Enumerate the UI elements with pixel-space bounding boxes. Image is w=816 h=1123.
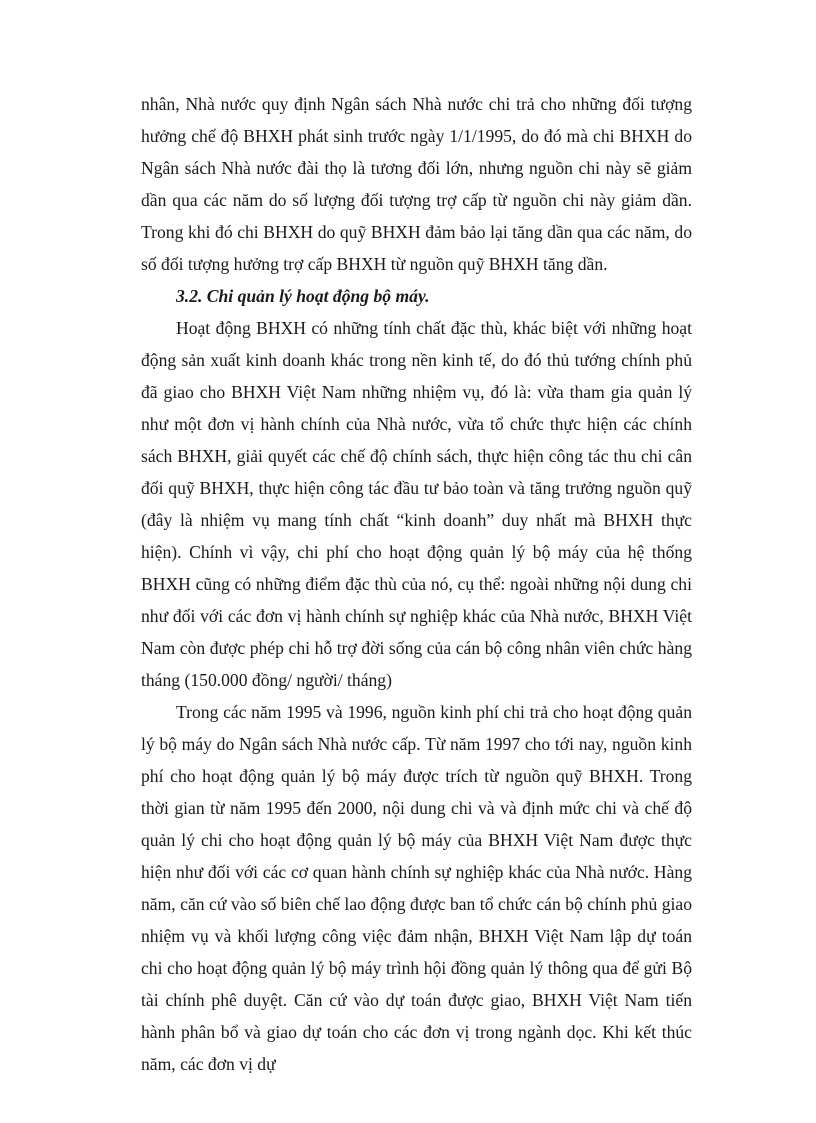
paragraph-funding-history: Trong các năm 1995 và 1996, nguồn kinh phí chi trả cho hoạt động quản lý bộ máy do Ngân sách Nhà nước cấp. Từ năm 1997 cho tới nay, nguồn kinh phí cho hoạt động quản lý bộ máy được trích từ nguồn quỹ BHXH. Trong thời gian từ năm 1995 đến 2000, nội dung chi và và định mức chi và chế độ quản lý chi cho hoạt động quản lý bộ máy của BHXH Việt Nam được thực hiện như đối với các cơ quan hành chính sự nghiệp khác của Nhà nước. Hàng năm, căn cứ vào số biên chế lao động được ban tổ chức cán bộ chính phủ giao nhiệm vụ và khối lượng công việc đảm nhận, BHXH Việt Nam lập dự toán chi cho hoạt động quản lý bộ máy trình hội đồng quản lý thông qua để gửi Bộ tài chính phê duyệt. Căn cứ vào dự toán được giao, BHXH Việt Nam tiến hành phân bổ và giao dự toán cho các đơn vị trong ngành dọc. Khi kết thúc năm, các đơn vị dự [141,702,692,1074]
paragraph-activity-characteristics: Hoạt động BHXH có những tính chất đặc thù, khác biệt với những hoạt động sản xuất kinh doanh khác trong nền kinh tế, do đó thủ tướng chính phủ đã giao cho BHXH Việt Nam những nhiệm vụ, đó là: vừa tham gia quản lý như một đơn vị hành chính của Nhà nước, vừa tổ chức thực hiện các chính sách BHXH, giải quyết các chế độ chính sách, thực hiện công tác thu chi cân đối quỹ BHXH, thực hiện công tác đầu tư bảo toàn và tăng trưởng nguồn quỹ (đây là nhiệm vụ mang tính chất “kinh doanh” duy nhất mà BHXH thực hiện). Chính vì vậy, chi phí cho hoạt động quản lý bộ máy của hệ thống BHXH cũng có những điểm đặc thù của nó, cụ thể: ngoài những nội dung chi như đối với các đơn vị hành chính sự nghiệp khác của Nhà nước, BHXH Việt Nam còn được phép chi hỗ trợ đời sống của cán bộ công nhân viên chức hàng tháng (150.000 đồng/ người/ tháng) [141,318,692,690]
body-text [141,88,692,1080]
section-heading: 3.2. Chi quản lý hoạt động bộ máy. [176,286,430,306]
paragraph-continuation: nhân, Nhà nước quy định Ngân sách Nhà nước chi trả cho những đối tượng hưởng chế độ BHXH phát sinh trước ngày 1/1/1995, do đó mà chi BHXH do Ngân sách Nhà nước đài thọ là tương đối lớn, nhưng nguồn chi này sẽ giảm dần qua các năm do số lượng đối tượng trợ cấp từ nguồn chi này giảm dần. Trong khi đó chi BHXH do quỹ BHXH đảm bảo lại tăng dần qua các năm, do số đối tượng hưởng trợ cấp BHXH từ nguồn quỹ BHXH tăng dần. [141,94,692,274]
